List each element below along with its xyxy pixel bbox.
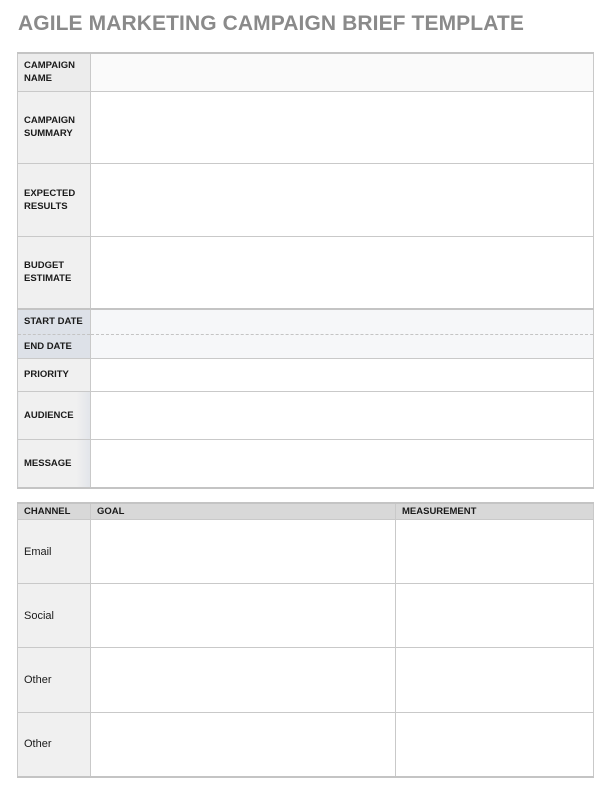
campaign-summary-label: CAMPAIGN SUMMARY	[18, 91, 91, 163]
measurement-column-header: MEASUREMENT	[396, 503, 594, 520]
campaign-name-label: CAMPAIGN NAME	[18, 53, 91, 91]
audience-field[interactable]	[91, 391, 594, 439]
expected-results-label: EXPECTED RESULTS	[18, 163, 91, 236]
priority-row	[18, 358, 594, 391]
goal-cell[interactable]	[91, 584, 396, 648]
budget-estimate-field[interactable]	[91, 236, 594, 309]
channel-cell: Other	[18, 713, 91, 777]
table-row	[18, 584, 594, 648]
priority-field[interactable]	[91, 358, 594, 391]
measurement-cell[interactable]	[396, 648, 594, 713]
expected-results-field[interactable]	[91, 163, 594, 236]
start-date-row	[18, 309, 594, 334]
message-row	[18, 439, 594, 488]
measurement-cell[interactable]	[396, 520, 594, 584]
goal-cell[interactable]	[91, 520, 396, 584]
table-row	[18, 713, 594, 777]
campaign-name-row	[18, 53, 594, 91]
campaign-summary-row	[18, 91, 594, 163]
goal-column-header: GOAL	[91, 503, 396, 520]
end-date-field[interactable]	[91, 334, 594, 358]
audience-row	[18, 391, 594, 439]
message-field[interactable]	[91, 439, 594, 488]
priority-label: PRIORITY	[18, 358, 91, 391]
budget-estimate-row	[18, 236, 594, 309]
start-date-label: START DATE	[18, 309, 91, 334]
channel-header-row	[18, 503, 594, 520]
campaign-name-field[interactable]	[91, 53, 594, 91]
channel-cell: Email	[18, 520, 91, 584]
start-date-field[interactable]	[91, 309, 594, 334]
campaign-brief-table	[17, 52, 594, 489]
audience-label: AUDIENCE	[18, 391, 91, 439]
channel-cell: Other	[18, 648, 91, 713]
goal-cell[interactable]	[91, 713, 396, 777]
page-title: AGILE MARKETING CAMPAIGN BRIEF TEMPLATE	[18, 12, 524, 35]
goal-cell[interactable]	[91, 648, 396, 713]
end-date-row	[18, 334, 594, 358]
table-row	[18, 648, 594, 713]
measurement-cell[interactable]	[396, 713, 594, 777]
channel-table	[17, 502, 594, 778]
campaign-summary-field[interactable]	[91, 91, 594, 163]
end-date-label: END DATE	[18, 334, 91, 358]
budget-estimate-label: BUDGET ESTIMATE	[18, 236, 91, 309]
message-label: MESSAGE	[18, 439, 91, 488]
table-row	[18, 520, 594, 584]
channel-column-header: CHANNEL	[18, 503, 91, 520]
channel-cell: Social	[18, 584, 91, 648]
expected-results-row	[18, 163, 594, 236]
measurement-cell[interactable]	[396, 584, 594, 648]
